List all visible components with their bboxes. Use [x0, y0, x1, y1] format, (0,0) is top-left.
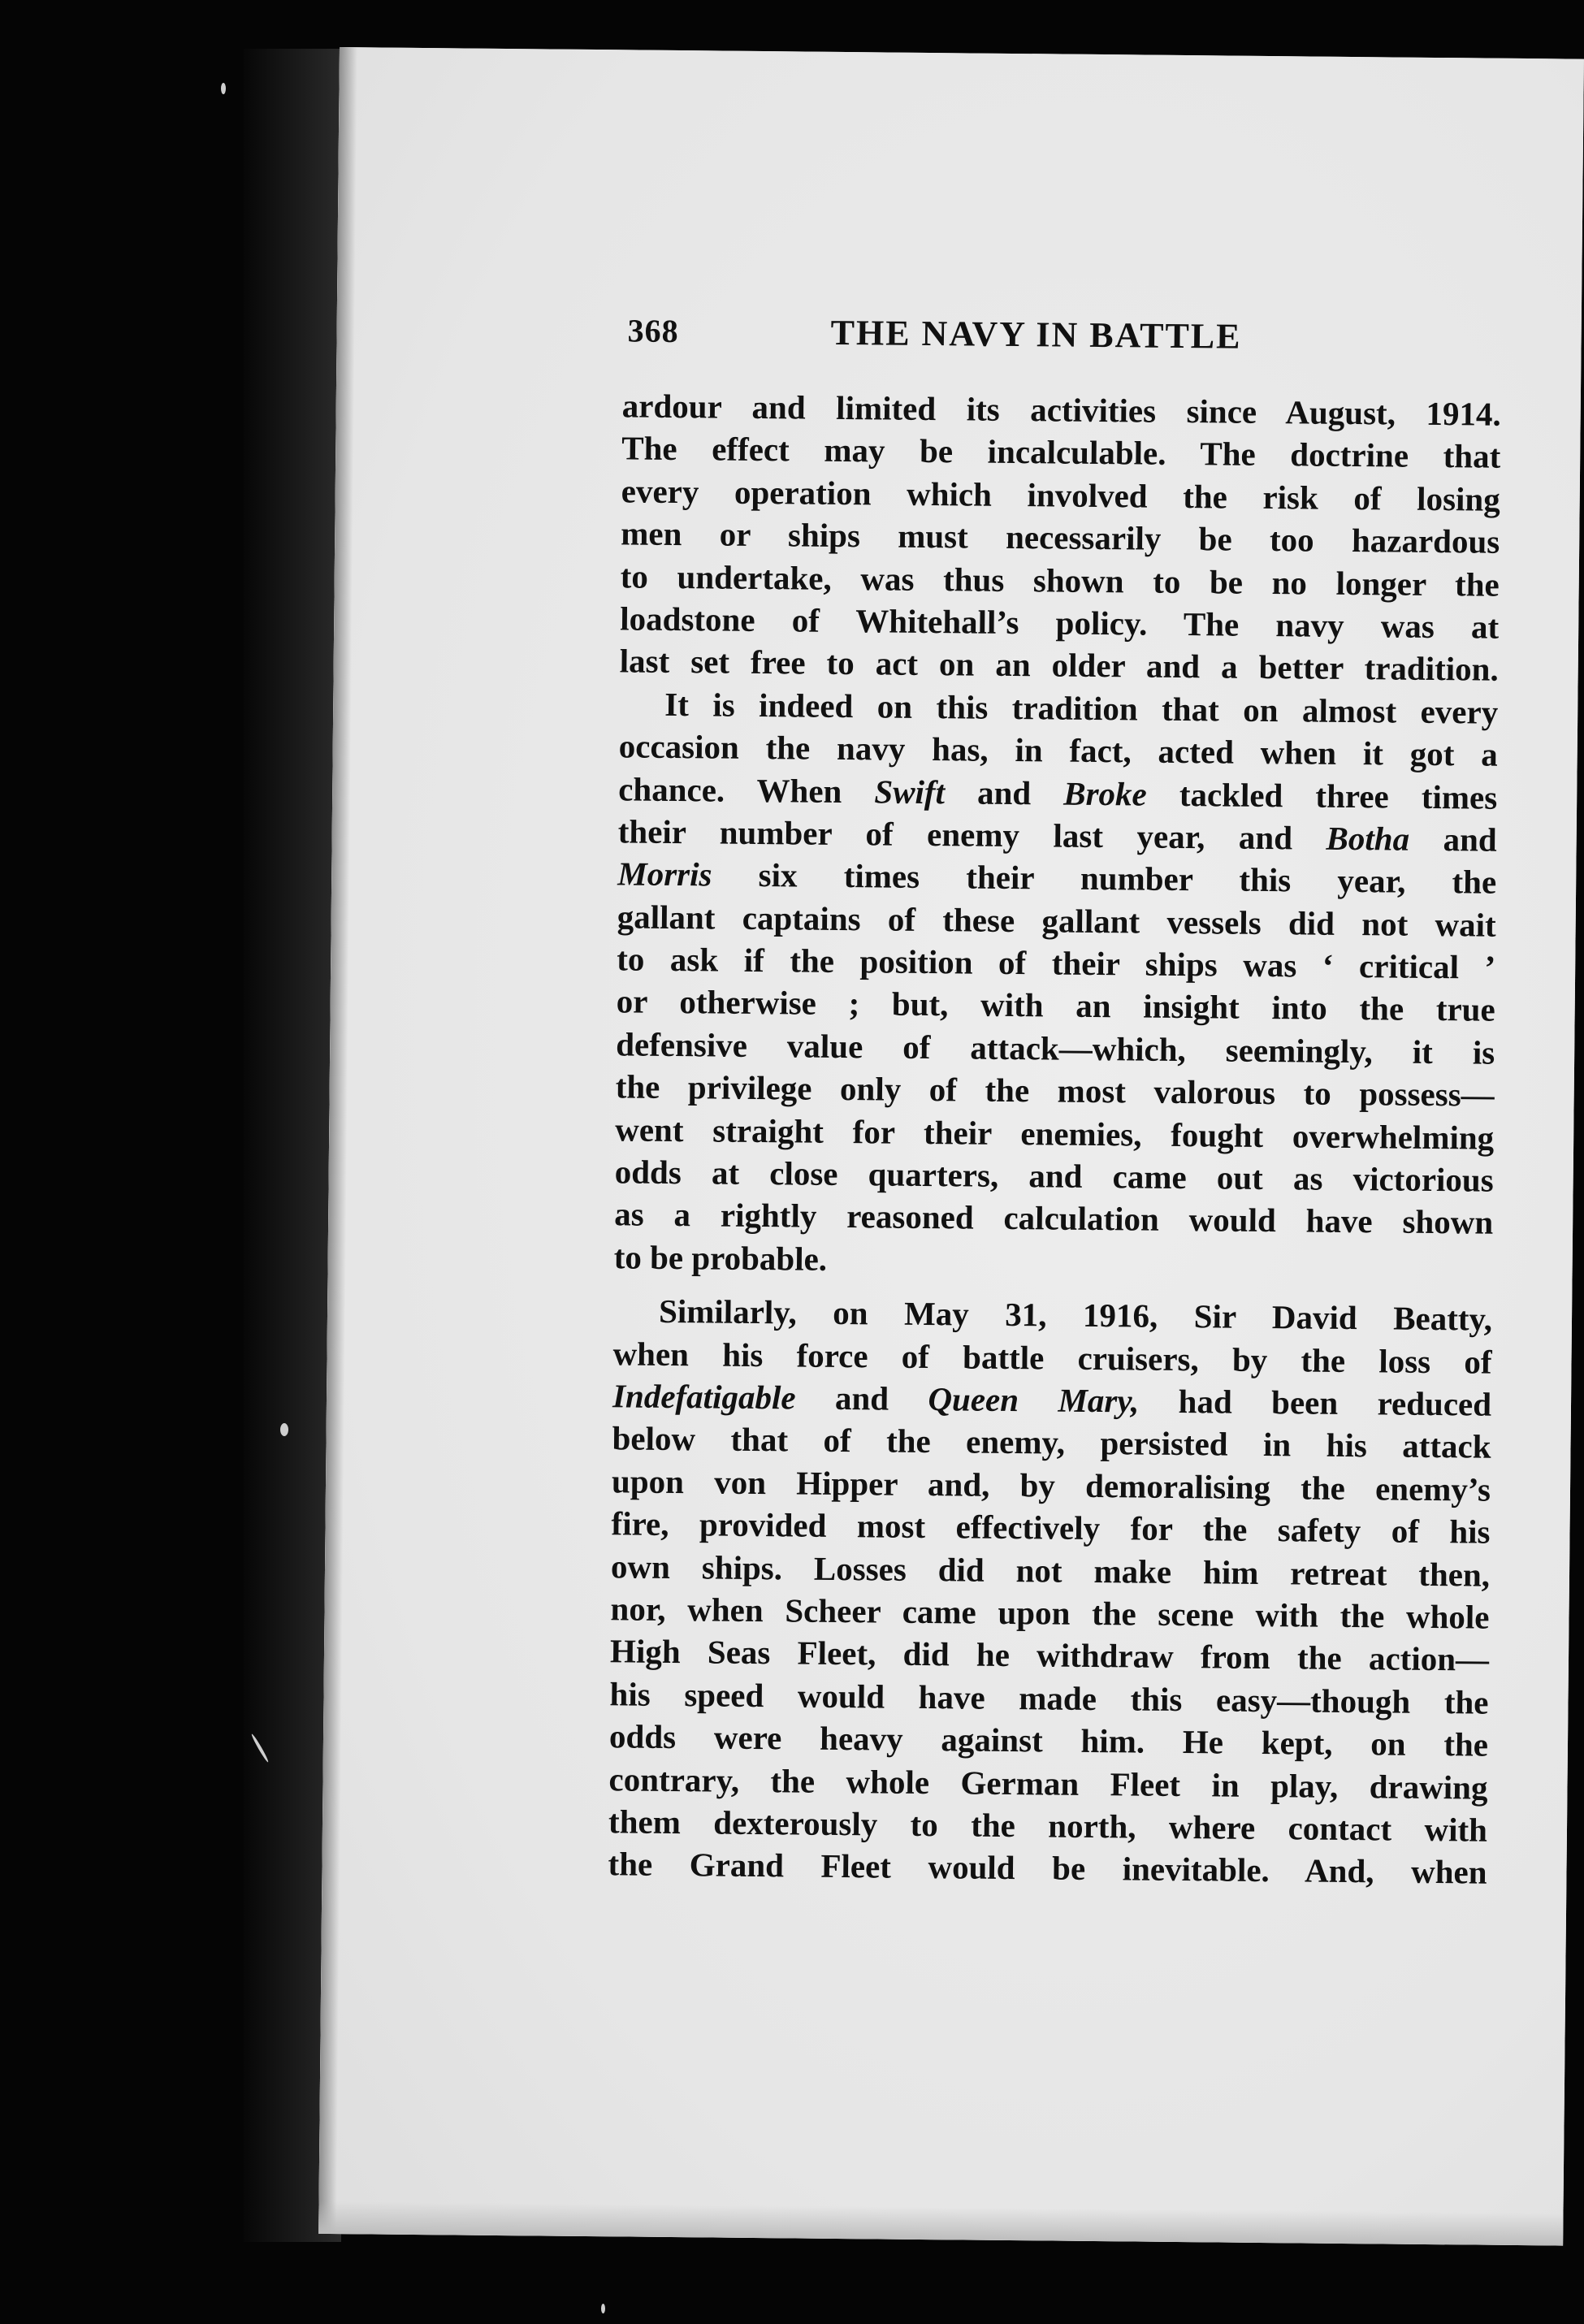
text-line: fire, provided most effectively for the safety of his: [611, 1504, 1491, 1551]
text-line: High Seas Fleet, did he withdraw from the action—: [609, 1632, 1490, 1679]
text-line: when his force of battle cruisers, by the loss of: [612, 1334, 1492, 1381]
text-line: last set free to act on an older and a better tradition.: [619, 642, 1499, 689]
scan-speck: [601, 2304, 605, 2313]
text-line: to ask if the position of their ships was ‘ critical ’: [617, 940, 1496, 986]
text-run: chance. When: [618, 769, 875, 810]
paragraph-first-line: Similarly, on May 31, 1916, Sir David Beatty,: [658, 1292, 1493, 1338]
text-run: six times their number this year, the: [712, 855, 1497, 902]
text-line: went straight for their enemies, fought overwhelming: [615, 1110, 1495, 1157]
scan-speck: [221, 83, 226, 94]
ship-name: Queen Mary,: [928, 1380, 1140, 1420]
text-run: and: [795, 1378, 928, 1418]
text-line: ardour and limited its activities since August, 1914.: [621, 387, 1501, 433]
ship-name: Swift: [874, 772, 946, 811]
text-line: every operation which involved the risk of losing: [621, 472, 1500, 518]
text-line: or otherwise ; but, with an insight into the true: [616, 982, 1495, 1029]
text-run: and: [1409, 820, 1497, 859]
running-head: [627, 311, 1538, 377]
ship-name: Indefatigable: [612, 1377, 796, 1417]
paragraph-last-line: to be probable.: [613, 1238, 828, 1278]
text-run: and: [944, 773, 1064, 812]
ship-name: Broke: [1063, 774, 1147, 813]
body-text: [608, 384, 1501, 1893]
ship-name: Botha: [1326, 819, 1410, 858]
text-run: had been reduced: [1139, 1382, 1492, 1423]
text-line: loadstone of Whitehall’s policy. The navy was at: [620, 599, 1500, 646]
text-line: his speed would have made this easy—though the: [609, 1675, 1489, 1721]
text-line: to undertake, was thus shown to be no longer the: [620, 556, 1500, 604]
book-page: [318, 47, 1584, 2246]
text-line: occasion the navy has, in fact, acted when it got a: [618, 727, 1498, 773]
text-line: nor, when Scheer came upon the scene with the whole: [610, 1590, 1490, 1636]
text-line: below that of the enemy, persisted in his attack: [612, 1419, 1491, 1466]
text-line: men or ships must necessarily be too hazardous: [621, 514, 1500, 560]
text-line: as a rightly reasoned calculation would have shown: [614, 1195, 1494, 1242]
text-line: odds at close quarters, and came out as victorious: [614, 1153, 1494, 1199]
ship-name: Morris: [617, 855, 712, 894]
text-line: contrary, the whole German Fleet in play, drawing: [608, 1759, 1488, 1807]
text-line: gallant captains of these gallant vessels did not wait: [617, 898, 1496, 944]
text-line: them dexterously to the north, where contact with: [608, 1803, 1488, 1849]
text-line: defensive value of attack—which, seemingly, it is: [616, 1025, 1495, 1071]
page-number: 368: [627, 312, 679, 350]
text-line: The effect may be incalculable. The doctrine that: [621, 429, 1501, 476]
text-line: the Grand Fleet would be inevitable. And, when: [608, 1845, 1487, 1891]
text-line: upon von Hipper and, by demoralising the enemy’s: [611, 1462, 1491, 1508]
scan-speck: [280, 1423, 288, 1436]
header-title: THE NAVY IN BATTLE: [830, 312, 1242, 357]
text-line: the privilege only of the most valorous to possess—: [615, 1067, 1495, 1114]
text-run: tackled three times: [1146, 775, 1498, 816]
paragraph-first-line: It is indeed on this tradition that on almost every: [664, 685, 1499, 731]
text-line: odds were heavy against him. He kept, on the: [608, 1717, 1489, 1764]
text-line: own ships. Losses did not make him retreat then,: [610, 1547, 1491, 1594]
text-run: their number of enemy last year, and: [617, 812, 1326, 857]
